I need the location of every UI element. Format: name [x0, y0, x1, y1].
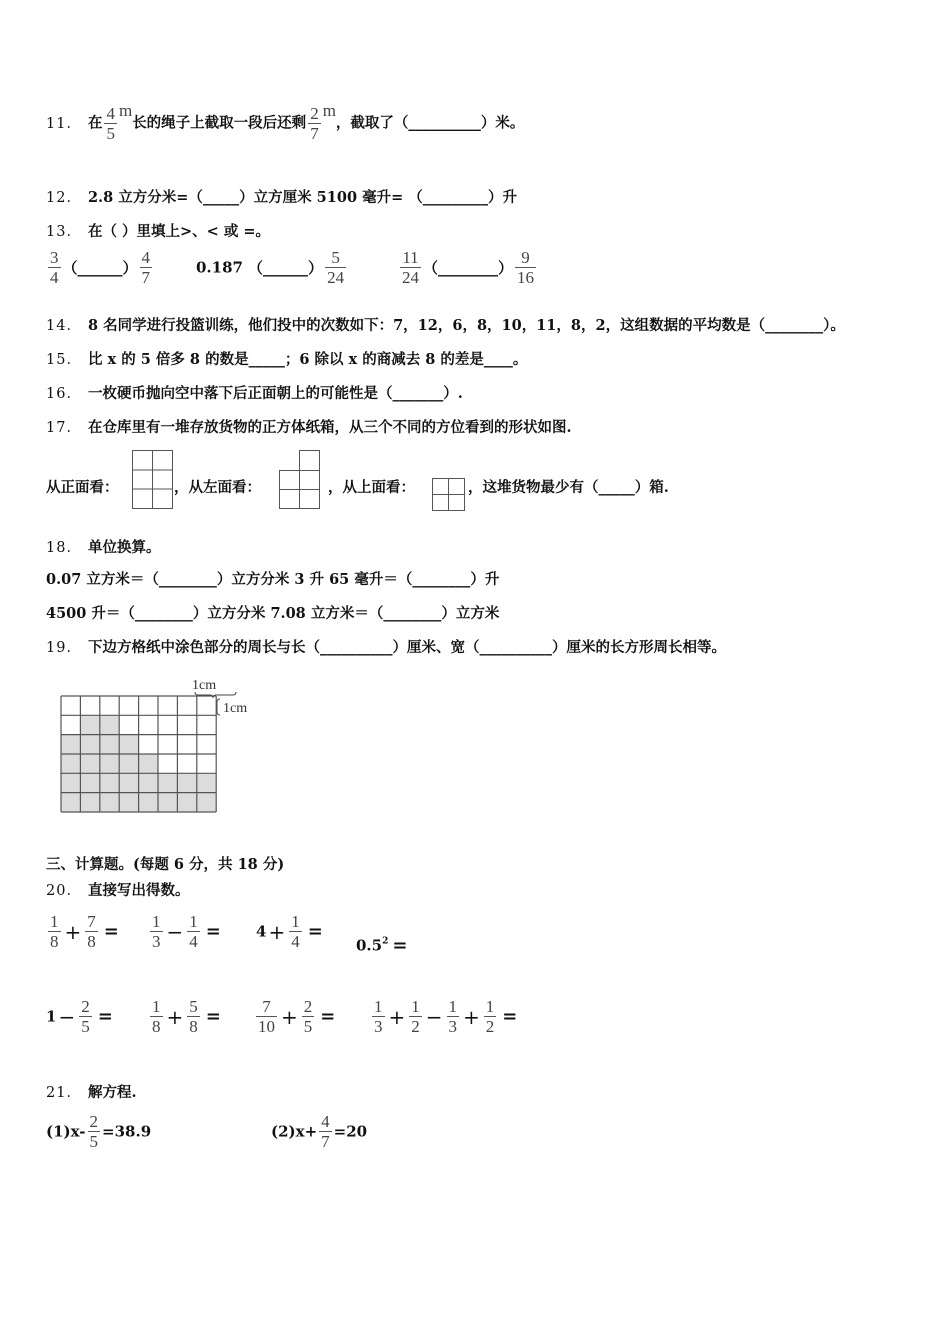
expression: 1 − $\frac{2}{5}$ = [46, 997, 113, 1036]
compare-row: $\frac{3}{4}$ （______） $\frac{4}{7}$ [50, 248, 151, 287]
question-number: 11． [46, 115, 82, 132]
question-19: 19． 下边方格纸中涂色部分的周长与长（__________）厘米、宽（__________）厘米的长方形周长相等。 [46, 639, 726, 656]
view-top-label: ，从上面看： [328, 479, 415, 496]
equation-2: (2)x+ $\frac{4}{7}$ =20 [271, 1112, 368, 1151]
fraction: $\frac{4}{5}$ [106, 104, 115, 143]
top-view-figure [432, 478, 466, 512]
expression: $\frac{1}{3}$ − $\frac{1}{4}$ = [152, 912, 221, 951]
question-17: 17． 在仓库里有一堆存放货物的正方体纸箱，从三个不同的方位看到的形状如图. [46, 419, 572, 436]
left-view-figure [279, 450, 321, 510]
label-1cm-right: 1cm [223, 701, 248, 716]
label-1cm-top: 1cm [192, 678, 217, 693]
fraction: $\frac{11}{24}$ [402, 248, 419, 287]
question-13: 13． 在（ ）里填上>、< 或 =。 [46, 223, 271, 240]
front-view-figure [132, 450, 174, 510]
question-20: 20． 直接写出得数。 [46, 882, 190, 899]
question-16: 16． 一枚硬币抛向空中落下后正面朝上的可能性是（_______）. [46, 385, 463, 402]
compare-item-2: 0.187 （______） $\frac{5}{24}$ [196, 248, 345, 287]
question-18: 18． 单位换算。 [46, 539, 161, 556]
expression: $\frac{7}{10}$ + $\frac{2}{5}$ = [258, 997, 336, 1036]
conversion-row-1: 0.07 立方米＝（________）立方分米 3 升 65 毫升＝（________）升 [46, 571, 500, 588]
question-15: 15． 比 x 的 5 倍多 8 的数是_____；6 除以 x 的商减去 8 的差是____。 [46, 351, 528, 368]
fraction: $\frac{9}{16}$ [517, 248, 535, 287]
expression: 4 + $\frac{1}{4}$ = [256, 912, 323, 951]
expression: $\frac{1}{8}$ + $\frac{5}{8}$ = [152, 997, 221, 1036]
fraction: $\frac{5}{24}$ [327, 248, 345, 287]
question-12: 12． 2.8 立方分米=（_____）立方厘米 5100 毫升= （_________）升 [46, 189, 518, 206]
question-21: 21． 解方程. [46, 1084, 137, 1101]
expression: $0.5^2$ = [356, 935, 408, 956]
section-3-heading: 三、计算题。(每题 6 分，共 18 分) [46, 856, 285, 873]
expression: $\frac{1}{3}$ + $\frac{1}{2}$ − $\frac{1}{3}$ + $\frac{1}{2}$ = [374, 997, 518, 1036]
question-11: 11． 在 $\frac{4}{5}$ m长的绳子上截取一段后还剩 $\frac{2}{7}$ m，截取了（__________）米。 [46, 100, 525, 143]
question-14: 14． 8 名同学进行投篮训练，他们投中的次数如下：7，12，6，8，10，11，8，2，这组数据的平均数是（________）。 [46, 317, 845, 334]
fraction: $\frac{2}{7}$ [310, 104, 319, 143]
expression: $\frac{1}{8}$ + $\frac{7}{8}$ = [50, 912, 119, 951]
compare-item-3: $\frac{11}{24}$ （________） $\frac{9}{16}$ [402, 248, 535, 287]
view-front-label: 从正面看： [46, 479, 119, 496]
fraction: $\frac{3}{4}$ [50, 248, 59, 287]
conversion-row-2: 4500 升＝（________）立方分米 7.08 立方米＝（________）立方米 [46, 605, 500, 622]
equation-1: (1)x- $\frac{2}{5}$ =38.9 [46, 1112, 152, 1151]
view-left-label: ，从左面看： [174, 479, 261, 496]
fraction: $\frac{4}{7}$ [141, 248, 151, 287]
grid-paper-figure [55, 674, 265, 816]
view-post-text: ，这堆货物最少有（_____）箱. [468, 479, 669, 496]
